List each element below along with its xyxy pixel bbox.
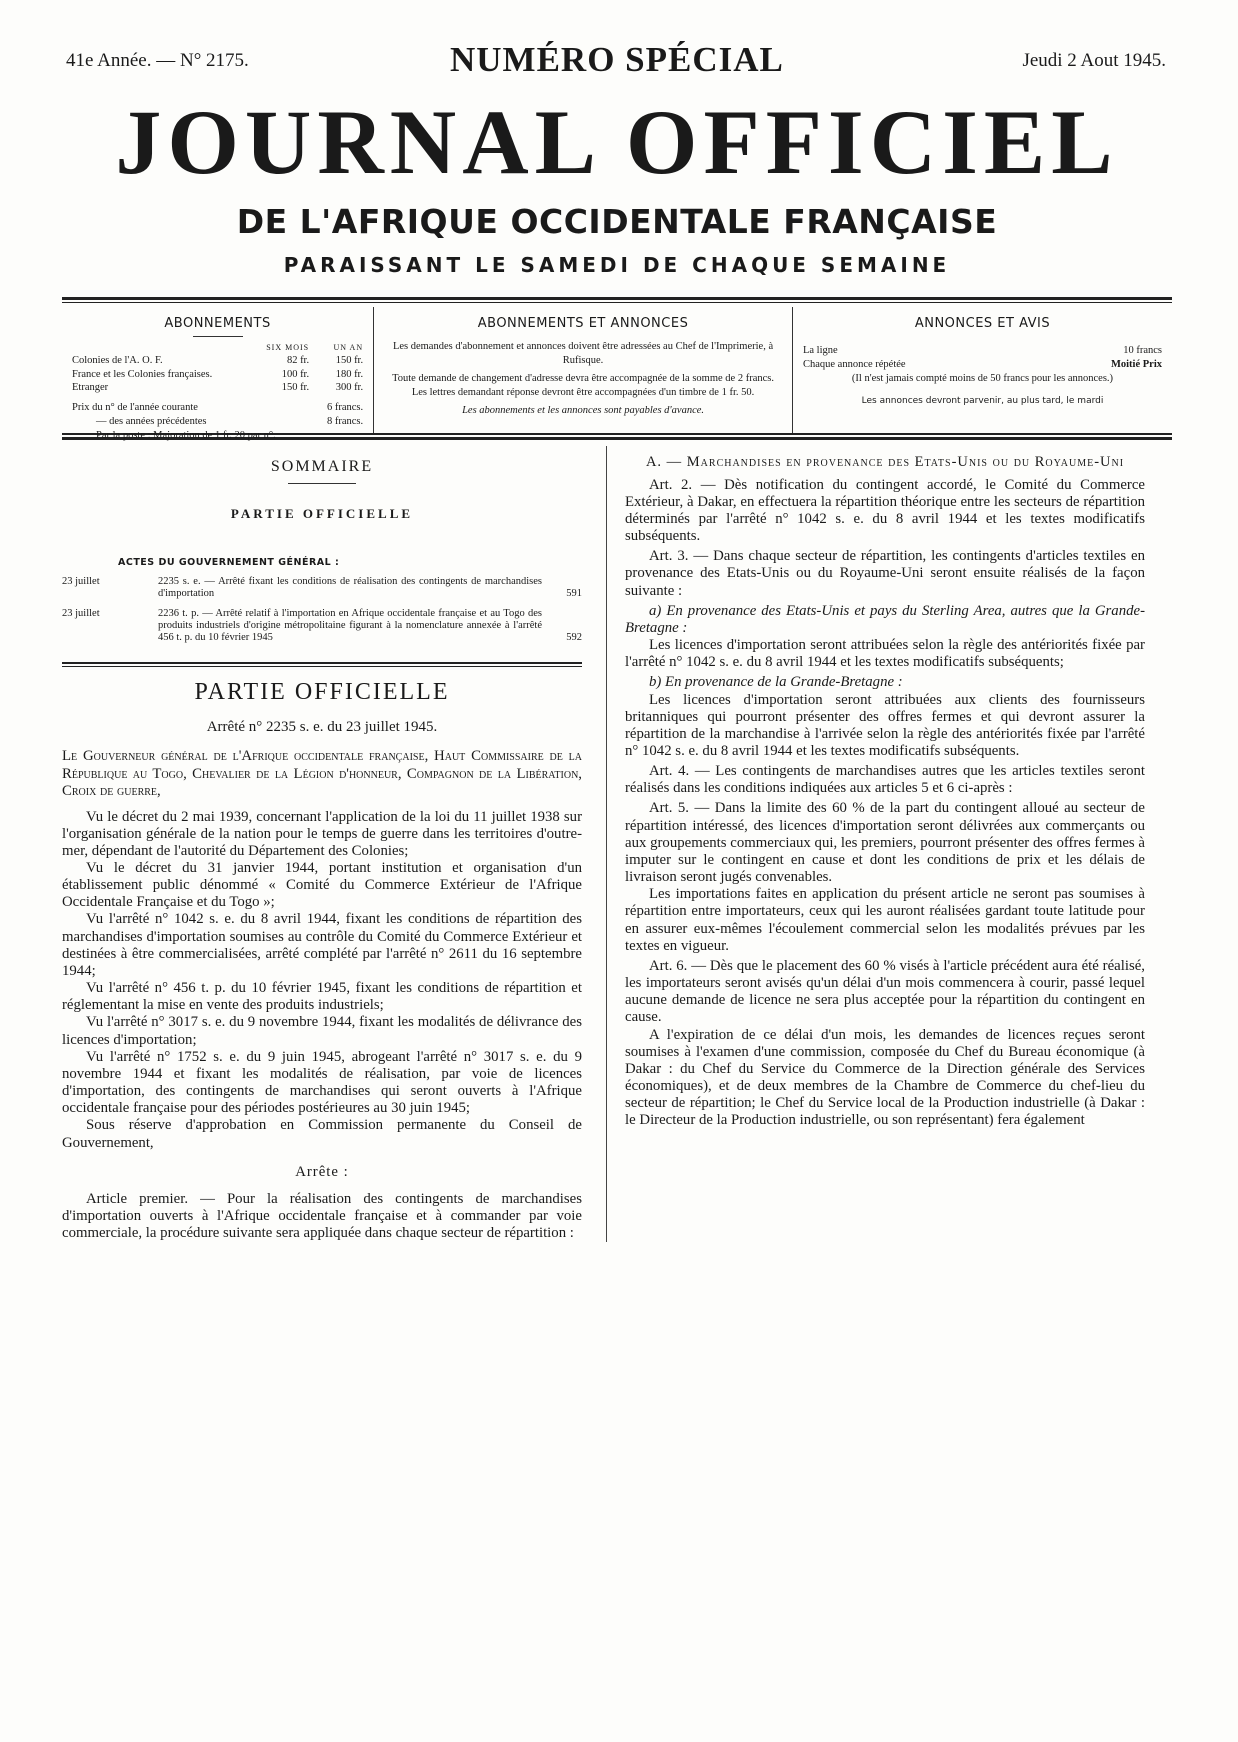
governor-preamble: Le Gouverneur général de l'Afrique occidentale française, Haut Commissaire de la République au Togo, Chevalier de la Légion d'honneur, Compagnon de la Libération, Croix de guerre, (62, 748, 582, 800)
subscription-row: Etranger 150 fr. 300 fr. (72, 382, 364, 394)
price-current-label: Prix du n° de l'année courante (72, 402, 198, 414)
paragraph: Les licences d'importation seront attribuées selon la règle des antériorités fixée par l'arrêté n° 1042 s. e. du 8 avril 1944 et les textes modificatifs subséquents; (625, 637, 1145, 671)
paragraph: Art. 5. — Dans la limite des 60 % de la part du contingent alloué au secteur de répartition intéressé, des licences d'importation seront délivrées aux commerçants ou aux groupements commerciaux qui, les premiers, pourront présenter des offres fermes à imputer sur le contingent en cause et dont les conditions de prix et les délais de livraison seront jugés convenables. (625, 800, 1145, 886)
notices-box: ANNONCES ET AVIS La ligne 10 francs Chaque annonce répétée Moitié Prix (Il n'est jamais compté moins de 50 francs pour les annonces.) Les annonces devront parvenir, au plus tard, le mardi (802, 316, 1162, 406)
subscription-row: Colonies de l'A. O. F. 82 fr. 150 fr. (72, 354, 364, 366)
paragraph: Vu le décret du 2 mai 1939, concernant l'application de la loi du 11 juillet 1938 sur l'organisation générale de la nation pour le temps de guerre dans les territoires d'outre-mer, dépendant de l'autorité du Département des Colonies; (62, 808, 582, 859)
col-six-months: SIX MOIS (266, 343, 310, 353)
special-edition-label: NUMÉRO SPÉCIAL (450, 40, 784, 79)
col-one-year: UN AN (333, 343, 364, 353)
paragraph: Art. 6. — Dès que le placement des 60 % visés à l'article précédent aura été réalisé, les importateurs seront avisés qu'un délai d'un mois commencera à courir, passé lequel aucune demande de licence ne sera plus acceptée pour la répartition du contingent en cause. (625, 957, 1145, 1026)
column-divider (606, 446, 607, 1242)
paragraph: Article premier. — Pour la réalisation des contingents de marchandises d'importation ouverts à l'Afrique occidentale française et à commander par voie commerciale, la procédure suivante sera appliquée dans chaque secteur de répartition : (62, 1190, 582, 1242)
masthead-subtitle: DE L'AFRIQUE OCCIDENTALE FRANÇAISE (236, 202, 998, 241)
summary-section: PARTIE OFFICIELLE (230, 505, 414, 521)
paragraph: Vu l'arrêté n° 456 t. p. du 10 février 1945, fixant les conditions de répartition et réglementant la mise en vente des produits industriels; (62, 980, 582, 1014)
subscriptions-ads-title: ABONNEMENTS ET ANNONCES (477, 316, 689, 331)
subscriptions-box: ABONNEMENTS SIX MOIS UN AN Colonies de l'A. O. F. 82 fr. 150 fr. France et les Colonies françaises. 100 fr. 180 fr. Etranger 150 fr. 300 fr. Prix du n° de l'année courante 6 francs. — des années précédentes 8 francs. Par la poste : Majoration de 1 fr. 20 par n°. (62, 307, 374, 433)
change-address-note: Toute demande de changement d'adresse devra être accompagnée de la somme de 2 francs. Les lettres demandant réponse devront être accompagnées d'un timbre de 1 fr. 50. (392, 372, 774, 398)
header-rule (62, 297, 1172, 303)
payment-note: Les abonnements et les annonces sont payables d'avance. (462, 404, 705, 416)
summary-acts-heading: ACTES DU GOUVERNEMENT GÉNÉRAL : (118, 556, 340, 568)
subscription-row: France et les Colonies françaises. 100 fr. 180 fr. (72, 368, 364, 380)
address-note: Les demandes d'abonnement et annonces doivent être adressées au Chef de l'Imprimerie, à Rufisque. (392, 341, 774, 367)
paragraph: Art. 3. — Dans chaque secteur de répartition, les contingents d'articles textiles en provenance des Etats-Unis ou du Royaume-Uni seront ensuite réalisés de la façon suivante : (625, 548, 1145, 599)
paragraph: Sous réserve d'approbation en Commission permanente du Conseil de Gouvernement, (62, 1117, 582, 1151)
journal-page (62, 40, 1172, 1242)
paragraph: Vu l'arrêté n° 3017 s. e. du 9 novembre 1944, fixant les modalités de délivrance des licences d'importation; (62, 1014, 582, 1048)
issue-number: 41e Année. — N° 2175. (66, 50, 249, 71)
top-line (62, 40, 1172, 84)
issue-date: Jeudi 2 Aout 1945. (1022, 50, 1166, 71)
publication-frequency: PARAISSANT LE SAMEDI DE CHAQUE SEMAINE (283, 253, 951, 277)
paragraph: Les licences d'importation seront attribuées aux clients des fournisseurs britanniques qui pourront présenter des offres fermes et qui devront assurer la répartition de la marchandise à l'arrivée selon la règle des antériorités fixée par l'arrêté n° 1042 s. e. du 8 avril 1944 et les textes modificatifs subséquents. (625, 691, 1145, 760)
summary-title: SOMMAIRE (270, 458, 374, 475)
official-part-heading: PARTIE OFFICIELLE (194, 678, 450, 705)
body-columns (62, 446, 1172, 1242)
subsection-heading: b) En provenance de la Grande-Bretagne : (649, 674, 903, 691)
subsection-heading: a) En provenance des Etats-Unis et pays du Sterling Area, autres que la Grande-Bretagne : (625, 602, 1145, 636)
summary-entry: 23 juillet 2235 s. e. — Arrêté fixant les conditions de réalisation des contingents de marchandises d'importation 591 (62, 575, 582, 599)
paragraph: Art. 2. — Dès notification du contingent accordé, le Comité du Commerce Extérieur, à Dakar, en effectuera la répartition théorique entre les secteurs de répartition déterminés par l'arrêté n° 1042 s. e. du 8 avril 1944 et les textes modificatifs subséquents. (625, 476, 1145, 545)
decrees-heading: Arrête : (295, 1163, 349, 1180)
paragraph: Art. 4. — Les contingents de marchandises autres que les articles textiles seront réalisés dans les conditions indiquées aux articles 5 et 6 ci-après : (625, 763, 1145, 797)
summary-entry: 23 juillet 2236 t. p. — Arrêté relatif à l'importation en Afrique occidentale française et au Togo des produits industriels d'origine métropolitaine figurant à la nomenclature annexée à l'arrêté 456 t. p. du 10 février 1945 592 (62, 607, 582, 643)
left-column (62, 446, 596, 1242)
subscriptions-title: ABONNEMENTS (164, 316, 271, 331)
price-prev-label: — des années précédentes (96, 416, 207, 428)
paragraph: Vu le décret du 31 janvier 1944, portant institution et organisation d'un établissement public dénommé « Comité du Commerce Extérieur de l'Afrique Occidentale Française et du Togo »; (62, 860, 582, 911)
minimum-note: (Il n'est jamais compté moins de 50 francs pour les annonces.) (851, 372, 1114, 384)
right-column (617, 446, 1145, 1242)
postal-note: Par la poste : Majoration de 1 fr. 20 par n°. (96, 430, 276, 441)
subscriptions-ads-box (374, 307, 793, 433)
deadline-note: Les annonces devront parvenir, au plus tard, le mardi (861, 395, 1104, 406)
paragraph: Vu l'arrêté n° 1752 s. e. du 9 juin 1945, abrogeant l'arrêté n° 3017 s. e. du 9 novembre 1944 et fixant les modalités de réalisation, par voie de licences d'importation, des contingents de marchandises qui seront ouverts à l'Afrique occidentale française pour des périodes postérieures au 30 juin 1945; (62, 1048, 582, 1117)
info-boxes (62, 307, 1172, 441)
notices-title: ANNONCES ET AVIS (914, 316, 1051, 331)
decree-title: Arrêté n° 2235 s. e. du 23 juillet 1945. (206, 718, 438, 735)
paragraph: A l'expiration de ce délai d'un mois, les demandes de licences reçues seront soumises à l'examen d'une commission, composée du Chef du Bureau économique (à Dakar : du Chef du Service du Commerce de la Direction générale des Services économiques), et de deux membres de la Chambre de Commerce du chef-lieu du secteur de répartition; le Chef du Service local de la Production industrielle (à Dakar : le Directeur de la Production industrielle, ou son représentant) fera également (625, 1026, 1145, 1129)
masthead: JOURNAL OFFICIEL (115, 91, 1119, 193)
paragraph: Vu l'arrêté n° 1042 s. e. du 8 avril 1944, fixant les conditions de répartition des marchandises d'importation soumises au contrôle du Comité du Commerce Extérieur et destinées à être commercialisées, arrêté complété par l'arrêté n° 2611 du 16 septembre 1944; (62, 911, 582, 979)
section-heading: A. — Marchandises en provenance des Etats-Unis ou du Royaume-Uni (645, 454, 1125, 470)
paragraph: Les importations faites en application du présent article ne seront pas soumises à répartition entre importateurs, ceux qui les auront réalisées gardant toute latitude pour en assurer eux-mêmes l'écoulement commercial selon les modalités prévues par les textes en vigueur. (625, 886, 1145, 954)
